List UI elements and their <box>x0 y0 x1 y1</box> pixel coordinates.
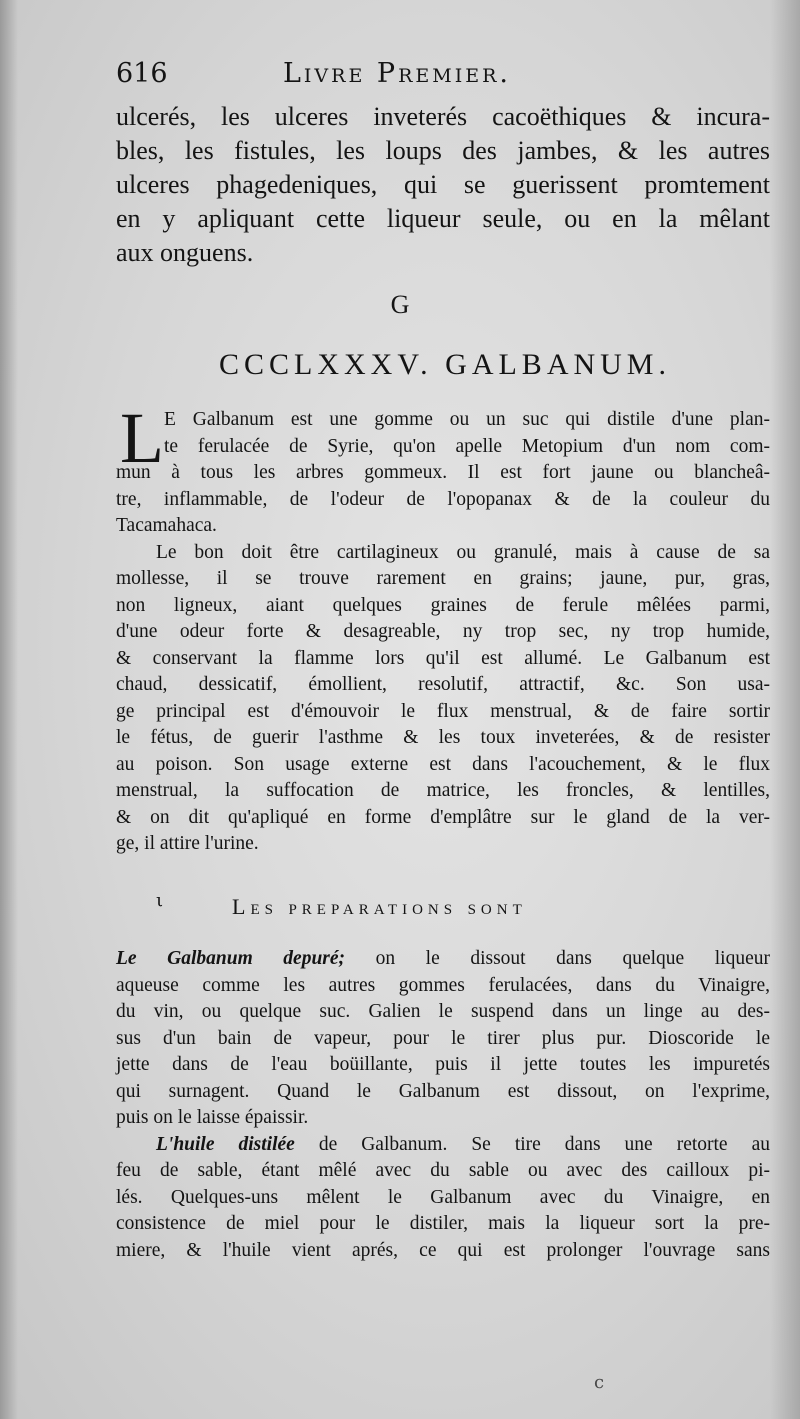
text-line: au poison. Son usage externe est dans l'acouchement, & le flux <box>116 753 770 775</box>
text-line: consistence de miel pour le distiler, mais la liqueur sort la pre- <box>116 1213 770 1234</box>
text-line: aux onguens. <box>116 238 254 267</box>
text-line: miere, & l'huile vient aprés, ce qui est prolonger l'ouvrage sans <box>116 1239 770 1261</box>
ink-mark: c <box>594 1372 605 1393</box>
entry-term: Le Galbanum depuré; <box>116 948 346 969</box>
text-line: le fétus, de guerir l'asthme & les toux inveterées, & de resister <box>116 727 770 748</box>
text-line: E Galbanum est une gomme ou un suc qui distile d'une plan- <box>164 409 770 430</box>
text-line: non ligneux, aiant quelques graines de ferule mêlées parmi, <box>116 594 770 616</box>
page-edge-shadow <box>770 0 800 1419</box>
text-line: qui surnagent. Quand le Galbanum est dissout, on l'exprime, <box>116 1080 770 1102</box>
preparations-text <box>116 946 770 1264</box>
text-line: & conservant la flamme lors qu'il est allumé. Le Galbanum est <box>116 647 770 669</box>
text-line: chaud, dessicatif, émollient, resolutif, attractif, &c. Son usa- <box>116 674 770 695</box>
text-line: jette dans de l'eau boüillante, puis il jette toutes les impuretés <box>116 1054 770 1075</box>
text-line: L'huile distilée de Galbanum. Se tire dans une retorte au <box>156 1133 770 1155</box>
entry-term: L'huile distilée <box>156 1133 295 1155</box>
text-line: tre, inflammable, de l'odeur de l'opopanax & de la couleur du <box>116 488 770 510</box>
page-gutter-shadow <box>0 0 18 1419</box>
text-line: feu de sable, étant mêlé avec du sable ou avec des cailloux pi- <box>116 1160 770 1181</box>
drop-cap: L <box>120 398 164 478</box>
text-line: Tacamahaca. <box>116 515 217 536</box>
intro-paragraph <box>116 100 770 270</box>
text-line: & on dit qu'apliqué en forme d'emplâtre sur le gland de la ver- <box>116 806 770 828</box>
running-head: Livre Premier. <box>283 58 511 89</box>
text-line: bles, les fistules, les loups des jambes, & les autres <box>116 136 770 165</box>
text-line: puis on le laisse épaissir. <box>116 1107 309 1128</box>
section-title: CCCLXXXV. GALBANUM. <box>219 348 671 381</box>
text-line: sus d'un bain de vapeur, pour le tirer plus pur. Dioscoride le <box>116 1027 770 1049</box>
text-line: ge, il attire l'urine. <box>116 833 259 854</box>
galbanum-description <box>116 407 770 858</box>
text-line: te ferulacée de Syrie, qu'on apelle Metopium d'un nom com- <box>164 435 770 457</box>
text-line: lés. Quelques-uns mêlent le Galbanum avec du Vinaigre, en <box>116 1186 770 1208</box>
page-number: 616 <box>116 58 168 89</box>
text-line: Le Galbanum depuré; on le dissout dans quelque liqueur <box>116 948 770 969</box>
ink-mark: ι <box>156 890 164 911</box>
text-line: en y apliquant cette liqueur seule, ou en la mêlant <box>116 204 770 233</box>
text-line: ulcerés, les ulceres inveterés cacoëthiques & incura- <box>116 102 770 131</box>
text-line: menstrual, la suffocation de matrice, les froncles, & lentilles, <box>116 780 770 801</box>
page-header <box>116 58 616 98</box>
text-line: du vin, ou quelque suc. Galien le suspend dans un linge au des- <box>116 1001 770 1022</box>
text-line: ulceres phagedeniques, qui se guerissent promtement <box>116 170 770 199</box>
text-line: mollesse, il se trouve rarement en grains; jaune, pur, gras, <box>116 568 770 589</box>
preparations-heading: Les preparations sont <box>232 894 527 919</box>
text-line: Le bon doit être cartilagineux ou granulé, mais à cause de sa <box>156 541 770 563</box>
text-line: aqueuse comme les autres gommes ferulacées, dans du Vinaigre, <box>116 974 770 996</box>
text-line: d'une odeur forte & desagreable, ny trop sec, ny trop humide, <box>116 621 770 642</box>
text-line: ge principal est d'émouvoir le flux menstrual, & de faire sortir <box>116 700 770 722</box>
text-line: mun à tous les arbres gommeux. Il est fort jaune ou blancheâ- <box>116 462 770 483</box>
section-letter: G <box>390 290 410 319</box>
